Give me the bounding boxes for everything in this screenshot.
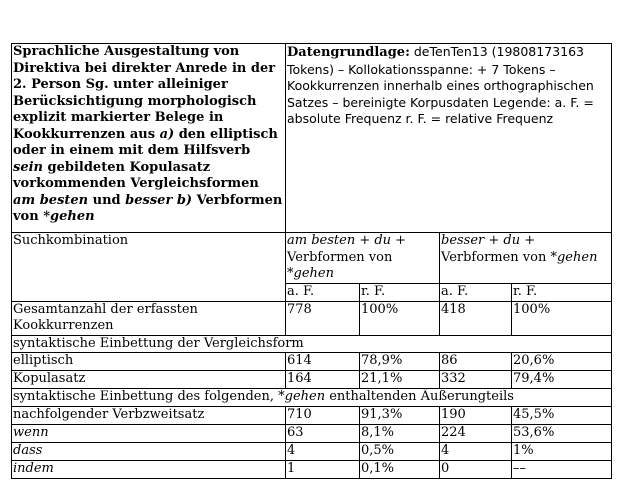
table-row [12,301,612,335]
value-cell: 8,1% [360,425,440,443]
col-header-rf: r. F. [512,283,612,301]
value-cell: 4 [440,443,512,461]
table-row [12,371,612,389]
table-row [12,461,612,479]
search-combination-label: Suchkombination [12,233,286,302]
value-cell: 4 [286,443,360,461]
value-cell: 614 [286,353,360,371]
value-cell: 224 [440,425,512,443]
value-cell: 164 [286,371,360,389]
frequency-table [11,43,612,479]
section-heading: syntaktische Einbettung des folgenden, *gehen enthaltenden Äußerungteils [12,389,612,407]
value-cell: 63 [286,425,360,443]
value-cell: 710 [286,407,360,425]
value-cell: 332 [440,371,512,389]
row-label: Kopulasatz [12,371,286,389]
value-cell: 86 [440,353,512,371]
table-row [12,407,612,425]
row-label: elliptisch [12,353,286,371]
row-label: Gesamtanzahl der erfassten Kookkurrenzen [12,301,286,335]
search-combination-row [12,233,612,284]
col-header-rf: r. F. [360,283,440,301]
value-cell: 1 [286,461,360,479]
row-label: indem [12,461,286,479]
value-cell: 100% [360,301,440,335]
value-cell: 79,4% [512,371,612,389]
value-cell: 78,9% [360,353,440,371]
value-cell: 0,5% [360,443,440,461]
row-label: wenn [12,425,286,443]
table-caption-cell: Sprachliche Ausgestaltung von Direktiva bei direkter Anrede in der 2. Person Sg. unter alleiniger Berücksichtigung morphologisch explizit markierter Belege in Kookkurrenzen aus a) den elliptisch oder in einem mit dem Hilfsverb sein gebildeten Kopulasatz vorkommenden Vergleichsformen am besten und besser b) Verbformen von *gehen [12,44,286,233]
section-row [12,389,612,407]
value-cell: 21,1% [360,371,440,389]
table-row [12,443,612,461]
value-cell: 20,6% [512,353,612,371]
value-cell: 418 [440,301,512,335]
value-cell: 1% [512,443,612,461]
table-row [12,425,612,443]
row-label: dass [12,443,286,461]
value-cell: 100% [512,301,612,335]
value-cell: 0,1% [360,461,440,479]
section-row [12,335,612,353]
value-cell: 91,3% [360,407,440,425]
col-header-af: a. F. [286,283,360,301]
row-label: nachfolgender Verbzweitsatz [12,407,286,425]
search-combination-besser: besser + du + Verbformen von *gehen [440,233,612,284]
table-row [12,353,612,371]
value-cell: 190 [440,407,512,425]
data-source-cell: Datengrundlage: deTenTen13 (19808173163 Tokens) – Kollokationsspanne: + 7 Tokens – Kookkurrenzen innerhalb eines orthographischen Satzes – bereinigte Korpusdaten Legende: a. F. = absolute Frequenz r. F. = relative Frequenz [286,44,612,233]
value-cell: –– [512,461,612,479]
value-cell: 778 [286,301,360,335]
header-row [12,44,612,233]
value-cell: 45,5% [512,407,612,425]
value-cell: 53,6% [512,425,612,443]
col-header-af: a. F. [440,283,512,301]
section-heading: syntaktische Einbettung der Vergleichsform [12,335,612,353]
search-combination-am-besten: am besten + du + Verbformen von *gehen [286,233,440,284]
value-cell: 0 [440,461,512,479]
